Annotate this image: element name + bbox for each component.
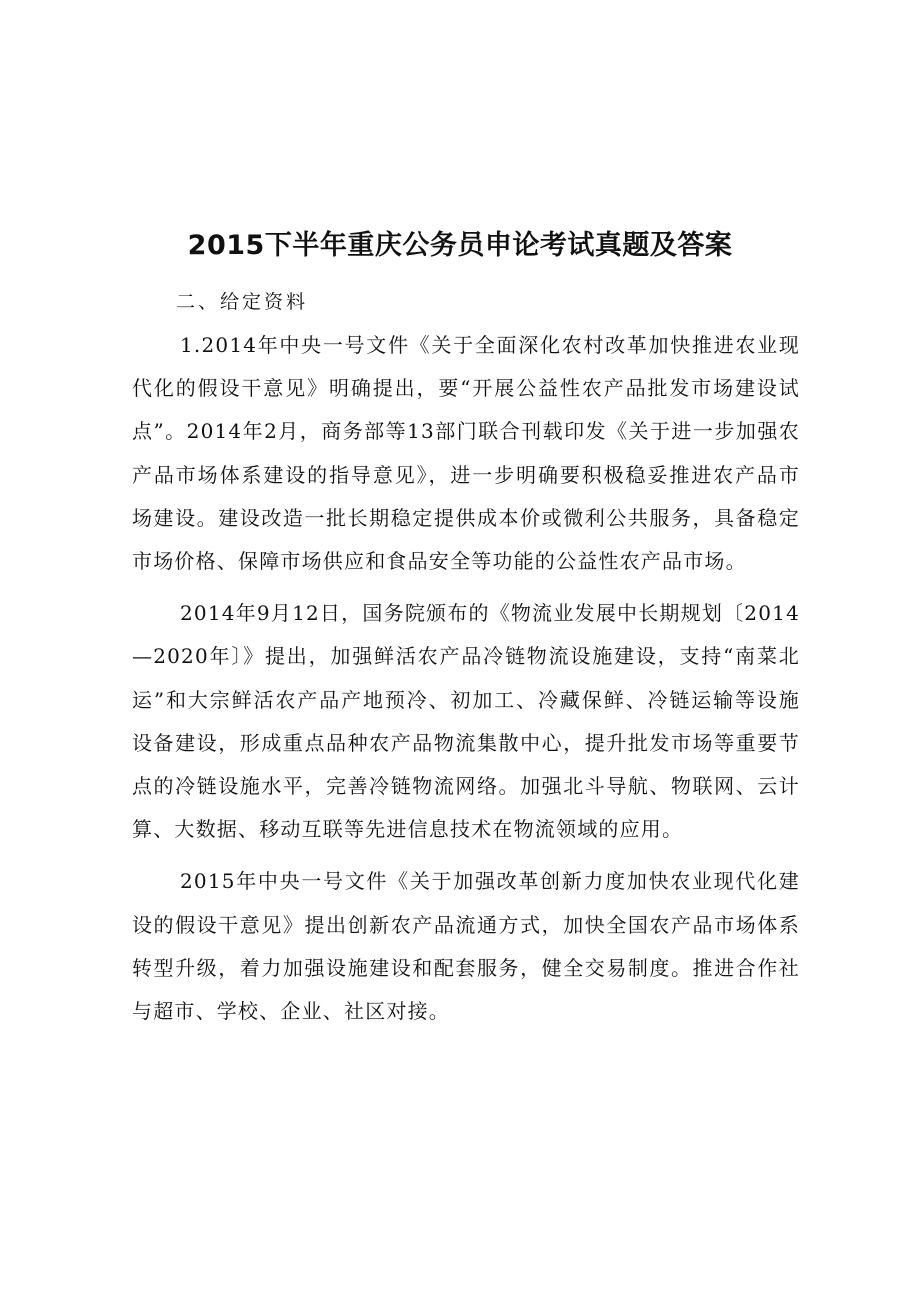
paragraph-1: 1.2014年中央一号文件《关于全面深化农村改革加快推进农业现代化的假设干意见》明确提出，要“开展公益性农产品批发市场建设试点”。2014年2月，商务部等13部门联合刊载印发《关于进一步加强农产品市场体系建设的指导意见》，进一步明确要积极稳妥推进农产品市场建设。建设改造一批长期稳定提供成本价或微利公共服务，具备稳定市场价格、保障市场供应和食品安全等功能的公益性农产品市场。 xyxy=(132,333,800,574)
document-body xyxy=(132,282,800,1042)
paragraph-3: 2015年中央一号文件《关于加强改革创新力度加快农业现代化建设的假设干意见》提出创新农产品流通方式，加快全国农产品市场体系转型升级，着力加强设施建设和配套服务，健全交易制度。推进合作社与超市、学校、企业、社区对接。 xyxy=(132,869,800,1024)
section-label: 二、给定资料 xyxy=(176,291,309,313)
paragraph-2: 2014年9月12日，国务院颁布的《物流业发展中长期规划〔2014—2020年〕》提出，加强鲜活农产品冷链物流设施建设，支持“南菜北运”和大宗鲜活农产品产地预冷、初加工、冷藏保鲜、冷链运输等设施设备建设，形成重点品种农产品物流集散中心，提升批发市场等重要节点的冷链设施水平，完善冷链物流网络。加强北斗导航、物联网、云计算、大数据、移动互联等先进信息技术在物流领域的应用。 xyxy=(132,601,800,842)
page-title: 2015下半年重庆公务员申论考试真题及答案 xyxy=(187,230,733,261)
